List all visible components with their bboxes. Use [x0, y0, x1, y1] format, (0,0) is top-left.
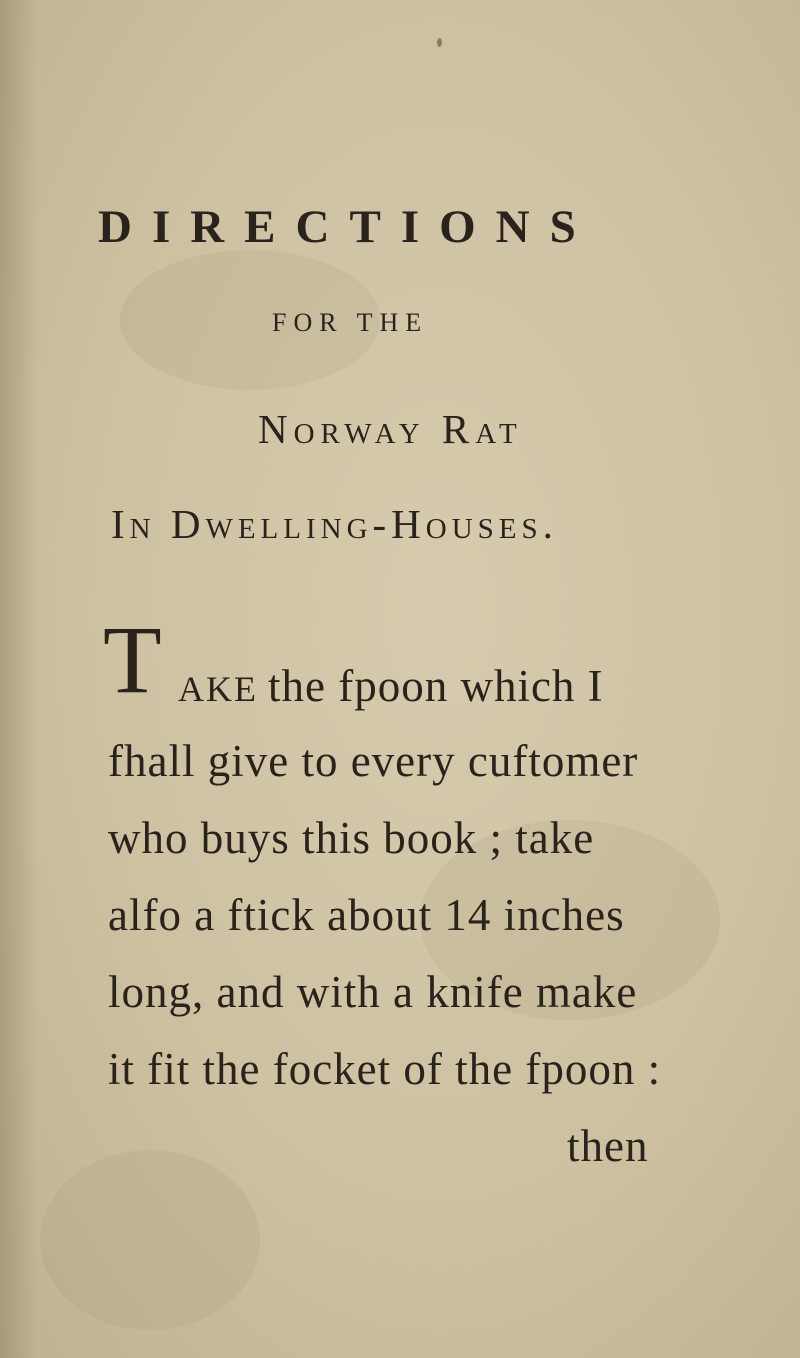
- body-line-1: [178, 660, 604, 712]
- body-line-2: fhall give to every cuftomer: [108, 736, 639, 786]
- catchword: then: [567, 1121, 649, 1171]
- drop-cap: T: [103, 606, 162, 713]
- subtitle-norway-rat: Norway Rat: [258, 406, 523, 452]
- subtitle-dwelling-houses: In Dwelling-Houses.: [111, 501, 558, 547]
- first-line-text: the fpoon which I: [268, 661, 604, 711]
- ink-spot: [437, 38, 442, 47]
- body-line-3: who buys this book ; take: [108, 813, 595, 863]
- body-line-5: long, and with a knife make: [108, 967, 638, 1017]
- subtitle-for-the: FOR THE: [272, 308, 429, 337]
- first-word-rest: AKE: [178, 669, 258, 709]
- page-edge-shadow: [0, 0, 38, 1358]
- body-line-4: alfo a ftick about 14 inches: [108, 890, 625, 940]
- paper-stain: [40, 1150, 260, 1330]
- body-line-6: it fit the focket of the fpoon :: [108, 1044, 662, 1094]
- page-title: DIRECTIONS: [98, 201, 596, 253]
